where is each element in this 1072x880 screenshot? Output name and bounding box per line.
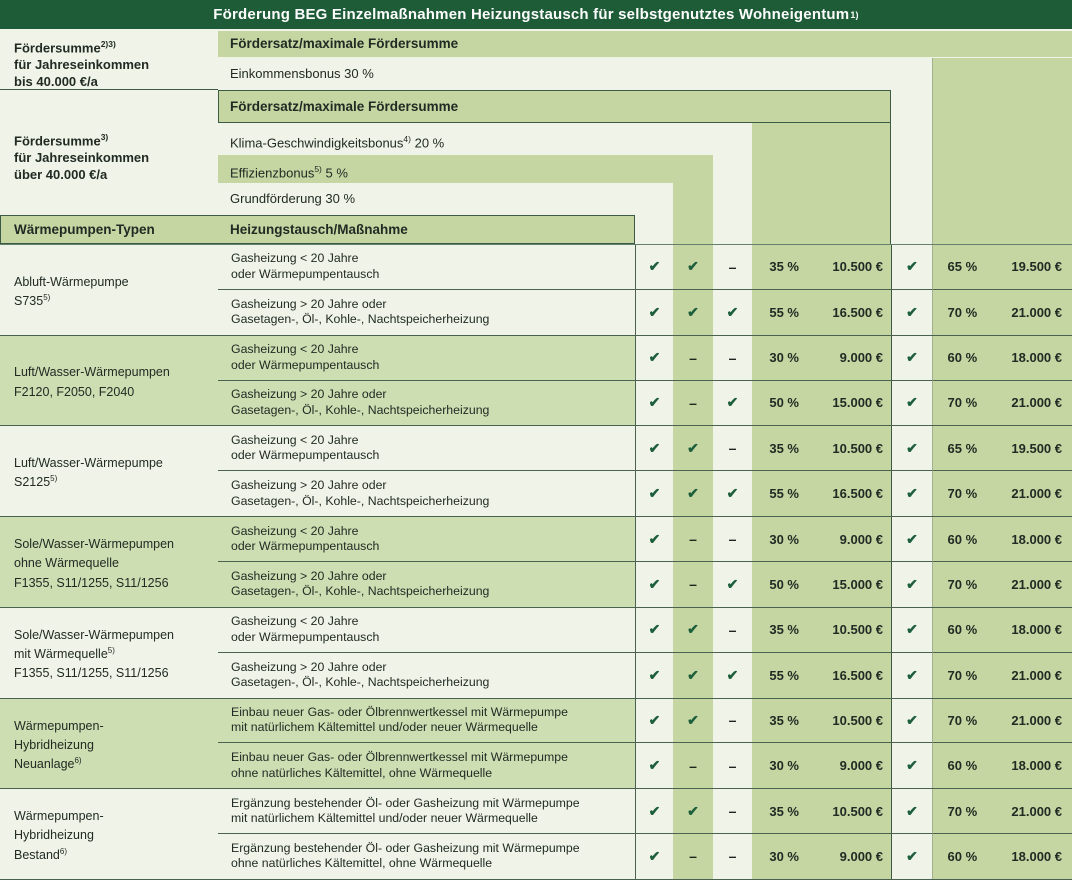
rate-sum-low: 70 % 21.000 €	[932, 653, 1072, 698]
klimabonus-flag: –	[713, 834, 752, 879]
pump-group-abluft	[0, 245, 1072, 336]
einkommensbonus-flag: ✔	[891, 471, 932, 516]
effizienzbonus-flag: ✔	[673, 789, 713, 834]
effizienzbonus-flag: ✔	[673, 653, 713, 698]
rate-sum-high: 35 % 10.500 €	[752, 608, 891, 653]
column-effizienz-bg	[673, 183, 713, 245]
rate-sum-low: 65 % 19.500 €	[932, 245, 1072, 290]
pump-type: Wärmepumpen- Hybridheizung Neuanlage$^{6)}$	[0, 699, 218, 789]
column-header-measure: Heizungstausch/Maßnahme	[230, 222, 408, 237]
pump-group-sole-ohne	[0, 517, 1072, 608]
measure: Gasheizung < 20 Jahre oder Wärmepumpentausch	[218, 517, 635, 562]
pump-type: Wärmepumpen- Hybridheizung Bestand$^{6)}$	[0, 789, 218, 879]
measure: Ergänzung bestehender Öl- oder Gasheizung mit Wärmepumpe mit natürlichem Kältemittel und/oder neuer Wärmequelle	[218, 789, 635, 834]
klimabonus-flag: –	[713, 517, 752, 562]
einkommensbonus-flag: ✔	[891, 245, 932, 290]
rate-sum-high: 35 % 10.500 €	[752, 699, 891, 744]
klimabonus-flag: ✔	[713, 471, 752, 516]
grundfoerderung-flag: ✔	[635, 290, 673, 335]
pump-type: Sole/Wasser-Wärmepumpen ohne Wärmequelle F1355, S11/1255, S11/1256	[0, 517, 218, 607]
grundfoerderung-flag: ✔	[635, 562, 673, 607]
effizienzbonus-flag: ✔	[673, 290, 713, 335]
grundfoerderung-flag: ✔	[635, 743, 673, 788]
grundfoerderung-flag: ✔	[635, 834, 673, 879]
effizienzbonus-flag: ✔	[673, 699, 713, 744]
effizienzbonus-flag: –	[673, 562, 713, 607]
column-header-types: Wärmepumpen-Typen	[14, 222, 155, 237]
rate-sum-low: 70 % 21.000 €	[932, 789, 1072, 834]
klimabonus-flag: ✔	[713, 653, 752, 698]
rate-sum-low: 70 % 21.000 €	[932, 471, 1072, 516]
title-footnote: 1)	[850, 9, 859, 20]
einkommensbonus-flag: ✔	[891, 290, 932, 335]
bar-foerdersatz-high-label: Fördersatz/maximale Fördersumme	[230, 99, 459, 114]
klimabonus-flag: –	[713, 789, 752, 834]
klimabonus-flag: –	[713, 608, 752, 653]
pump-type: Luft/Wasser-Wärmepumpe S2125$^{5)}$	[0, 426, 218, 516]
einkommensbonus-flag: ✔	[891, 562, 932, 607]
income-high-label: Fördersumme$^{3)}$ für Jahreseinkommen über 40.000 €/a	[14, 132, 150, 183]
einkommensbonus-flag: ✔	[891, 789, 932, 834]
pump-group-luft-wasser-s	[0, 426, 1072, 517]
rate-sum-low: 70 % 21.000 €	[932, 381, 1072, 426]
income-low-label: Fördersumme$^{2)3)}$ für Jahreseinkommen bis 40.000 €/a	[14, 39, 150, 90]
rate-sum-low: 65 % 19.500 €	[932, 426, 1072, 471]
effizienzbonus-flag: –	[673, 517, 713, 562]
rate-sum-low: 60 % 18.000 €	[932, 517, 1072, 562]
pump-type: Luft/Wasser-Wärmepumpen F2120, F2050, F2040	[0, 336, 218, 426]
pump-group-hybrid-bestand	[0, 789, 1072, 880]
einkommensbonus-flag: ✔	[891, 426, 932, 471]
einkommensbonus-flag: ✔	[891, 834, 932, 879]
measure: Gasheizung < 20 Jahre oder Wärmepumpentausch	[218, 245, 635, 290]
klimabonus-flag: –	[713, 699, 752, 744]
bar-klimabonus-label: Klima-Geschwindigkeitsbonus$^{4)}$ 20 %	[230, 134, 445, 151]
rate-sum-high: 55 % 16.500 €	[752, 471, 891, 516]
grundfoerderung-flag: ✔	[635, 336, 673, 381]
rate-sum-low: 60 % 18.000 €	[932, 743, 1072, 788]
measure: Gasheizung > 20 Jahre oder Gasetagen-, Öl-, Kohle-, Nachtspeicherheizung	[218, 471, 635, 516]
rate-sum-low: 60 % 18.000 €	[932, 336, 1072, 381]
einkommensbonus-flag: ✔	[891, 653, 932, 698]
klimabonus-flag: –	[713, 426, 752, 471]
measure: Ergänzung bestehender Öl- oder Gasheizung mit Wärmepumpe ohne natürliches Kältemittel, ohne Wärmequelle	[218, 834, 635, 879]
table-header	[0, 0, 1072, 245]
rate-sum-low: 70 % 21.000 €	[932, 290, 1072, 335]
title-text: Förderung BEG Einzelmaßnahmen Heizungstausch für selbstgenutztes Wohneigentum	[213, 6, 850, 23]
grundfoerderung-flag: ✔	[635, 471, 673, 516]
einkommensbonus-flag: ✔	[891, 699, 932, 744]
measure: Gasheizung < 20 Jahre oder Wärmepumpentausch	[218, 336, 635, 381]
effizienzbonus-flag: –	[673, 336, 713, 381]
rate-sum-high: 55 % 16.500 €	[752, 290, 891, 335]
effizienzbonus-flag: –	[673, 834, 713, 879]
rate-sum-high: 50 % 15.000 €	[752, 381, 891, 426]
measure: Einbau neuer Gas- oder Ölbrennwertkessel mit Wärmepumpe mit natürlichem Kältemittel und/oder neuer Wärmequelle	[218, 699, 635, 744]
column-sum-high-bg	[752, 123, 891, 245]
rate-sum-high: 30 % 9.000 €	[752, 336, 891, 381]
measure: Gasheizung > 20 Jahre oder Gasetagen-, Öl-, Kohle-, Nachtspeicherheizung	[218, 381, 635, 426]
measure: Gasheizung < 20 Jahre oder Wärmepumpentausch	[218, 426, 635, 471]
effizienzbonus-flag: ✔	[673, 426, 713, 471]
rate-sum-high: 35 % 10.500 €	[752, 426, 891, 471]
pump-type: Sole/Wasser-Wärmepumpen mit Wärmequelle$^{5)}$ F1355, S11/1255, S11/1256	[0, 608, 218, 698]
grundfoerderung-flag: ✔	[635, 653, 673, 698]
klimabonus-flag: ✔	[713, 381, 752, 426]
grundfoerderung-flag: ✔	[635, 381, 673, 426]
klimabonus-flag: ✔	[713, 562, 752, 607]
rate-sum-high: 30 % 9.000 €	[752, 517, 891, 562]
pump-group-luft-wasser-f	[0, 336, 1072, 427]
klimabonus-flag: –	[713, 336, 752, 381]
measure: Einbau neuer Gas- oder Ölbrennwertkessel mit Wärmepumpe ohne natürliches Kältemittel, ohne Wärmequelle	[218, 743, 635, 788]
klimabonus-flag: ✔	[713, 290, 752, 335]
rate-sum-high: 35 % 10.500 €	[752, 245, 891, 290]
effizienzbonus-flag: –	[673, 743, 713, 788]
einkommensbonus-flag: ✔	[891, 381, 932, 426]
einkommensbonus-flag: ✔	[891, 517, 932, 562]
bar-foerdersatz-low-label: Fördersatz/maximale Fördersumme	[230, 36, 459, 51]
rate-sum-high: 30 % 9.000 €	[752, 743, 891, 788]
effizienzbonus-flag: –	[673, 381, 713, 426]
grundfoerderung-flag: ✔	[635, 789, 673, 834]
rate-sum-high: 30 % 9.000 €	[752, 834, 891, 879]
rate-sum-low: 60 % 18.000 €	[932, 834, 1072, 879]
effizienzbonus-flag: ✔	[673, 471, 713, 516]
rate-sum-low: 70 % 21.000 €	[932, 699, 1072, 744]
bar-effizienzbonus-label: Effizienzbonus$^{5)}$ 5 %	[230, 164, 348, 181]
einkommensbonus-flag: ✔	[891, 336, 932, 381]
measure: Gasheizung > 20 Jahre oder Gasetagen-, Öl-, Kohle-, Nachtspeicherheizung	[218, 290, 635, 335]
pump-group-hybrid-neuanlage	[0, 699, 1072, 790]
klimabonus-flag: –	[713, 743, 752, 788]
einkommensbonus-flag: ✔	[891, 608, 932, 653]
effizienzbonus-flag: ✔	[673, 608, 713, 653]
column-sum-low-bg	[932, 58, 1072, 245]
bar-grundfoerderung-label: Grundförderung 30 %	[230, 191, 356, 206]
bar-einkommensbonus-label: Einkommensbonus 30 %	[230, 66, 374, 81]
effizienzbonus-flag: ✔	[673, 245, 713, 290]
grundfoerderung-flag: ✔	[635, 699, 673, 744]
measure: Gasheizung > 20 Jahre oder Gasetagen-, Öl-, Kohle-, Nachtspeicherheizung	[218, 653, 635, 698]
pump-type: Abluft-Wärmepumpe S735$^{5)}$	[0, 245, 218, 335]
measure: Gasheizung < 20 Jahre oder Wärmepumpentausch	[218, 608, 635, 653]
grundfoerderung-flag: ✔	[635, 245, 673, 290]
klimabonus-flag: –	[713, 245, 752, 290]
pump-group-sole-mit	[0, 608, 1072, 699]
rate-sum-high: 35 % 10.500 €	[752, 789, 891, 834]
grundfoerderung-flag: ✔	[635, 426, 673, 471]
measure: Gasheizung > 20 Jahre oder Gasetagen-, Öl-, Kohle-, Nachtspeicherheizung	[218, 562, 635, 607]
rate-sum-low: 60 % 18.000 €	[932, 608, 1072, 653]
grundfoerderung-flag: ✔	[635, 608, 673, 653]
table-body	[0, 245, 1072, 880]
rate-sum-high: 50 % 15.000 €	[752, 562, 891, 607]
grundfoerderung-flag: ✔	[635, 517, 673, 562]
rate-sum-low: 70 % 21.000 €	[932, 562, 1072, 607]
rate-sum-high: 55 % 16.500 €	[752, 653, 891, 698]
einkommensbonus-flag: ✔	[891, 743, 932, 788]
